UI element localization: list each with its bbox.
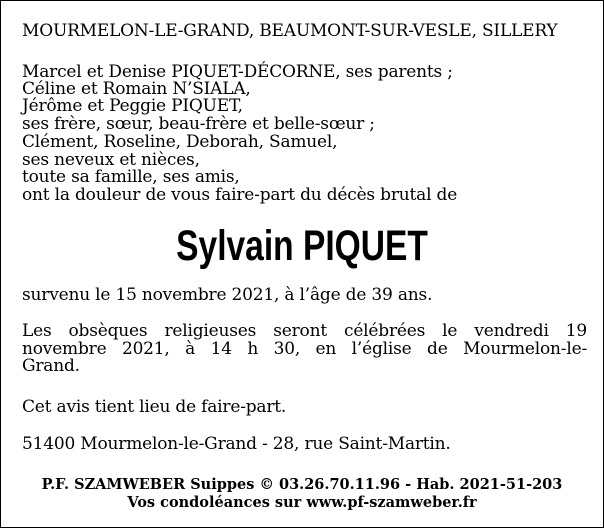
funeral-line-3: Grand. [22,356,80,376]
notice-text: Cet avis tient lieu de faire-part. [22,397,287,417]
death-date-text: survenu le 15 novembre 2021, à l’âge de 39 ans. [22,285,433,305]
funeral-line-2: novembre 2021, à 14 h 30, en l’église de Mourmelon-le- [22,339,587,359]
family-line-parents: Marcel et Denise PIQUET-DÉCORNE, ses parents ; [22,62,453,82]
family-line-brother: Jérôme et Peggie PIQUET, [22,96,243,116]
family-line-nephews: ses neveux et nièces, [22,150,200,170]
deceased-name: Sylvain PIQUET [176,222,428,270]
family-line-siblings: ses frère, sœur, beau-frère et belle-sœur ; [22,114,375,134]
family-line-announcement: ont la douleur de vous faire-part du décès brutal de [22,185,458,205]
condolences-link: Vos condoléances sur www.pf-szamweber.fr [127,494,477,511]
family-line-nephews-names: Clément, Roseline, Deborah, Samuel, [22,132,338,152]
header-locations: MOURMELON-LE-GRAND, BEAUMONT-SUR-VESLE, SILLERY [22,21,558,41]
address-text: 51400 Mourmelon-le-Grand - 28, rue Saint-Martin. [22,434,451,454]
family-line-sister: Céline et Romain N’SIALA, [22,79,251,99]
funeral-line-1: Les obsèques religieuses seront célébrées le vendredi 19 [22,321,587,341]
funeral-home-info: P.F. SZAMWEBER Suippes © 03.26.70.11.96 - Hab. 2021-51-203 [41,476,563,493]
family-line-friends: toute sa famille, ses amis, [22,167,240,187]
